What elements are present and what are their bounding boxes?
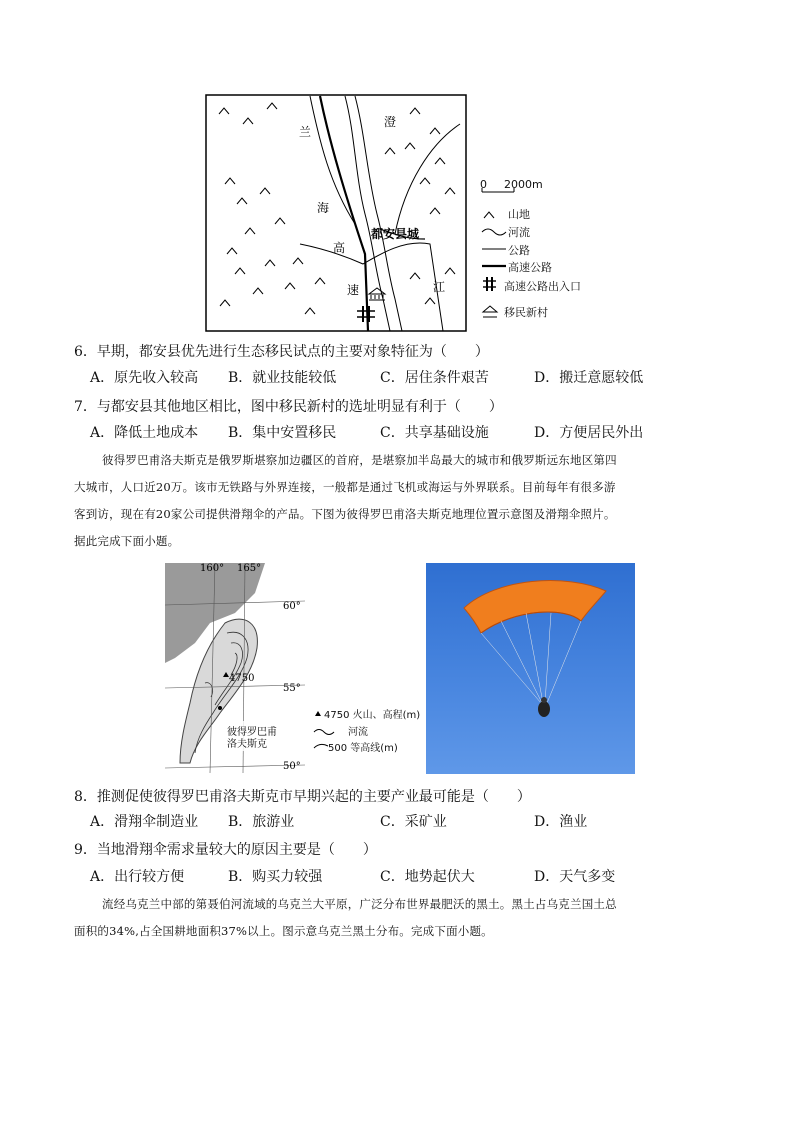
- passage-1-line-3: 客到访，现在有20家公司提供滑翔伞的产品。下图为彼得罗巴甫洛夫斯克地理位置示意图及滑翔伞照片。: [74, 507, 616, 521]
- map1-svg: [205, 94, 467, 332]
- map1-scale-dist: 2000m: [504, 178, 543, 191]
- question-7-option-c[interactable]: C．共享基础设施: [380, 425, 489, 441]
- map1-legend-highway: 高速公路: [508, 261, 552, 274]
- map1-label-su: 速: [347, 283, 360, 297]
- kamchatka-city-line-2: 洛夫斯克: [227, 739, 267, 750]
- map1-figure: [205, 94, 467, 332]
- map1-city-label: 都安县城: [371, 227, 420, 241]
- passage-2-line-1: 流经乌克兰中部的第聂伯河流域的乌克兰大平原，广泛分布世界最肥沃的黑土。黑土占乌克兰国土总: [102, 897, 617, 911]
- map1-legend-exit: 高速公路出入口: [504, 280, 581, 293]
- passage-1-line-4: 据此完成下面小题。: [74, 534, 180, 548]
- map1-legend-road: 公路: [508, 244, 530, 257]
- map1-label-cheng: 澄: [384, 115, 397, 129]
- question-6-option-b[interactable]: B．就业技能较低: [228, 370, 337, 386]
- map1-scale-zero: 0: [480, 178, 487, 191]
- question-7-option-d[interactable]: D．方便居民外出: [534, 425, 644, 441]
- question-6-option-d[interactable]: D．搬迁意愿较低: [534, 370, 644, 386]
- map1-label-jiang: 江: [433, 280, 446, 294]
- kamchatka-legend-river: 河流: [348, 727, 368, 738]
- question-8-option-a[interactable]: A．滑翔伞制造业: [90, 814, 199, 830]
- question-6-stem: 6．早期，都安县优先进行生态移民试点的主要对象特征为（ ）: [74, 344, 489, 360]
- passage-2-line-2: 面积的34%,占全国耕地面积37%以上。图示意乌克兰黑土分布。完成下面小题。: [74, 924, 493, 938]
- question-7-option-b[interactable]: B．集中安置移民: [228, 425, 337, 441]
- question-6-option-c[interactable]: C．居住条件艰苦: [380, 370, 489, 386]
- question-8-stem: 8．推测促使彼得罗巴甫洛夫斯克市早期兴起的主要产业最可能是（ ）: [74, 789, 531, 805]
- question-9-option-c[interactable]: C．地势起伏大: [380, 869, 475, 885]
- passage-1-line-2: 大城市，人口近20万。该市无铁路与外界连接，一般都是通过飞机或海运与外界联系。目前每年有很多游: [74, 480, 616, 494]
- passage-2: [74, 891, 724, 945]
- kamchatka-legend-volcano: 4750 火山、高程(m): [324, 710, 421, 721]
- map1-legend: [478, 176, 608, 326]
- passage-1-line-1: 彼得罗巴甫洛夫斯克是俄罗斯堪察加边疆区的首府，是堪察加半岛最大的城市和俄罗斯远东地区第四: [102, 453, 617, 467]
- kamchatka-lon-160: 160°: [200, 563, 225, 574]
- question-8-option-b[interactable]: B．旅游业: [228, 814, 295, 830]
- kamchatka-map-svg: [165, 563, 305, 773]
- question-9-stem: 9．当地滑翔伞需求量较大的原因主要是（ ）: [74, 842, 377, 858]
- question-9-option-d[interactable]: D．天气多变: [534, 869, 616, 885]
- kamchatka-lon-165: 165°: [237, 563, 262, 574]
- map1-legend-mountain: 山地: [508, 208, 530, 221]
- kamchatka-lat-50: 50°: [283, 761, 301, 772]
- kamchatka-lat-60: 60°: [283, 601, 301, 612]
- map1-label-gao: 高: [333, 241, 346, 255]
- question-8-option-c[interactable]: C．采矿业: [380, 814, 447, 830]
- kamchatka-legend: [312, 706, 424, 756]
- kamchatka-legend-contour: 500 等高线(m): [328, 743, 398, 754]
- map1-label-hai: 海: [317, 201, 330, 215]
- question-6-option-a[interactable]: A．原先收入较高: [90, 370, 199, 386]
- paraglider-illustration: [426, 563, 635, 774]
- question-8-option-d[interactable]: D．渔业: [534, 814, 588, 830]
- passage-1: [74, 447, 724, 555]
- kamchatka-city-line-1: 彼得罗巴甫: [227, 727, 277, 738]
- map1-legend-village: 移民新村: [504, 306, 548, 319]
- paraglider-photo: [426, 563, 635, 774]
- kamchatka-lat-55: 55°: [283, 683, 301, 694]
- map1-label-lan: 兰: [299, 125, 312, 139]
- kamchatka-peak-elevation: 4750: [229, 673, 255, 684]
- question-7-option-a[interactable]: A．降低土地成本: [90, 425, 199, 441]
- question-9-option-a[interactable]: A．出行较方便: [90, 869, 185, 885]
- map1-legend-river: 河流: [508, 226, 530, 239]
- question-7-stem: 7．与都安县其他地区相比，图中移民新村的选址明显有利于（ ）: [74, 399, 503, 415]
- kamchatka-map: [165, 563, 305, 773]
- question-9-option-b[interactable]: B．购买力较强: [228, 869, 323, 885]
